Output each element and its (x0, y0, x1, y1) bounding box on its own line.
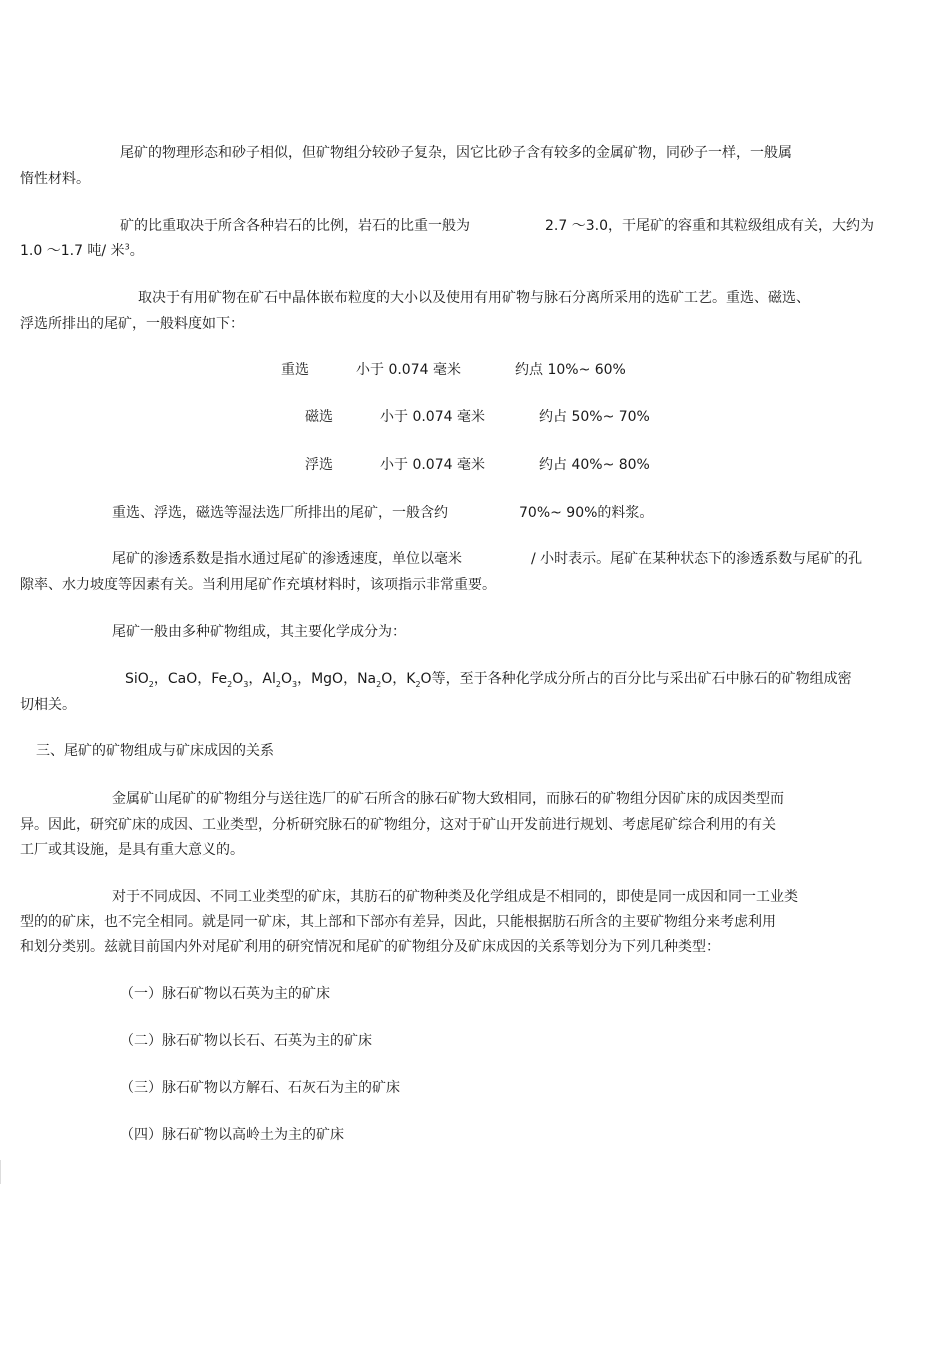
chem-fe2o3: $Fe_2O_3$， (211, 671, 263, 689)
para9-line1: 对于不同成因、不同工业类型的矿床，其肪石的矿物种类及化学组成是不相同的，即使是同一成因和同一工业类 (112, 889, 798, 905)
table-row-2-size: 小于 0.074 毫米 (380, 409, 485, 425)
para1-line1: 尾矿的物理形态和砂子相似，但矿物组分较砂子复杂，因它比砂子含有较多的金属矿物，同砂子一样，一般属 (120, 145, 792, 161)
cubic-superscript: 3 (124, 242, 130, 252)
para5-line1-rest: / 小时表示。尾矿在某种状态下的渗透系数与尾矿的孔 (531, 551, 863, 567)
table-row-1-size: 小于 0.074 毫米 (356, 362, 461, 378)
para8-line2: 异。因此，研究矿床的成因、工业类型，分析研究脉石的矿物组分，这对于矿山开发前进行规划、考虑尾矿综合利用的有关 (20, 817, 776, 833)
para3-line2: 浮选所排出的尾矿，一般料度如下： (20, 316, 244, 332)
type-item-3: （三）脉石矿物以方解石、石灰石为主的矿床 (120, 1080, 400, 1096)
table-row-2-share: 约占 50%~ 70% (539, 409, 650, 425)
type-item-4: （四）脉石矿物以高岭土为主的矿床 (120, 1127, 344, 1143)
para7-line1 (125, 670, 852, 688)
table-row-3-size: 小于 0.074 毫米 (380, 457, 485, 473)
para7-line2: 切相关。 (20, 697, 76, 713)
type-item-2: （二）脉石矿物以长石、石英为主的矿床 (120, 1033, 372, 1049)
para3-line1: 取决于有用矿物在矿石中晶体嵌布粒度的大小以及使用有用矿物与脉石分离所采用的选矿工艺。重选、磁选、 (138, 290, 810, 306)
table-row-2-method: 磁选 (305, 409, 333, 425)
chem-mgo: MgO， (311, 671, 358, 687)
para8-line1: 金属矿山尾矿的矿物组分与送往选厂的矿石所含的脉石矿物大致相同，而脉石的矿物组分因矿床的成因类型而 (112, 791, 784, 807)
table-row-3-share: 约占 40%~ 80% (539, 457, 650, 473)
density-range: 1.0 ～1.7 吨/ 米 (20, 243, 125, 259)
para8-line3: 工厂或其设施，是具有重大意义的。 (20, 842, 244, 858)
chem-sio2: SiO$_2$， (125, 671, 168, 689)
table-row-3-method: 浮选 (305, 457, 333, 473)
para4-text: 重选、浮选，磁选等湿法选厂所排出的尾矿，一般含约 (112, 505, 448, 521)
type-item-1: （一）脉石矿物以石英为主的矿床 (120, 986, 330, 1002)
section-heading: 三、尾矿的矿物组成与矿床成因的关系 (36, 743, 274, 759)
para2-line1-text: 矿的比重取决于所含各种岩石的比例，岩石的比重一般为 (120, 218, 470, 234)
chem-al2o3: $Al_2O_3$， (262, 671, 312, 689)
para6: 尾矿一般由多种矿物组成，其主要化学成分为： (112, 624, 406, 640)
para2-line2 (20, 242, 144, 260)
chem-na2o: $Na_2O$， (357, 671, 407, 689)
page-edge-mark (0, 1160, 1, 1184)
para1-line2: 惰性材料。 (20, 171, 90, 187)
period: 。 (129, 243, 144, 259)
chem-cao: CaO， (167, 671, 212, 687)
para9-line2: 型的的矿床，也不完全相同。就是同一矿床，其上部和下部亦有差异，因此，只能根据肪石所含的主要矿物组分来考虑利用 (20, 914, 776, 930)
para5-line2: 隙率、水力坡度等因素有关。当利用尾矿作充填材料时，该项指示非常重要。 (20, 577, 496, 593)
para7-tail: 至于各种化学成分所占的百分比与采出矿石中脉石的矿物组成密 (459, 671, 852, 687)
table-row-1-share: 约点 10%~ 60% (515, 362, 626, 378)
para5-line1-text: 尾矿的渗透系数是指水通过尾矿的渗透速度，单位以毫米 (112, 551, 462, 567)
para9-line3: 和划分类别。兹就目前国内外对尾矿利用的研究情况和尾矿的矿物组分及矿床成因的关系等划分为下列几种类型： (20, 939, 720, 955)
para2-line1-values: 2.7 ～3.0，干尾矿的容重和其粒级组成有关，大约为 (545, 218, 874, 234)
chem-k2o: $K_2O$等， (406, 671, 460, 689)
table-row-1-method: 重选 (281, 362, 309, 378)
para4-values: 70%~ 90%的料浆。 (519, 505, 654, 521)
